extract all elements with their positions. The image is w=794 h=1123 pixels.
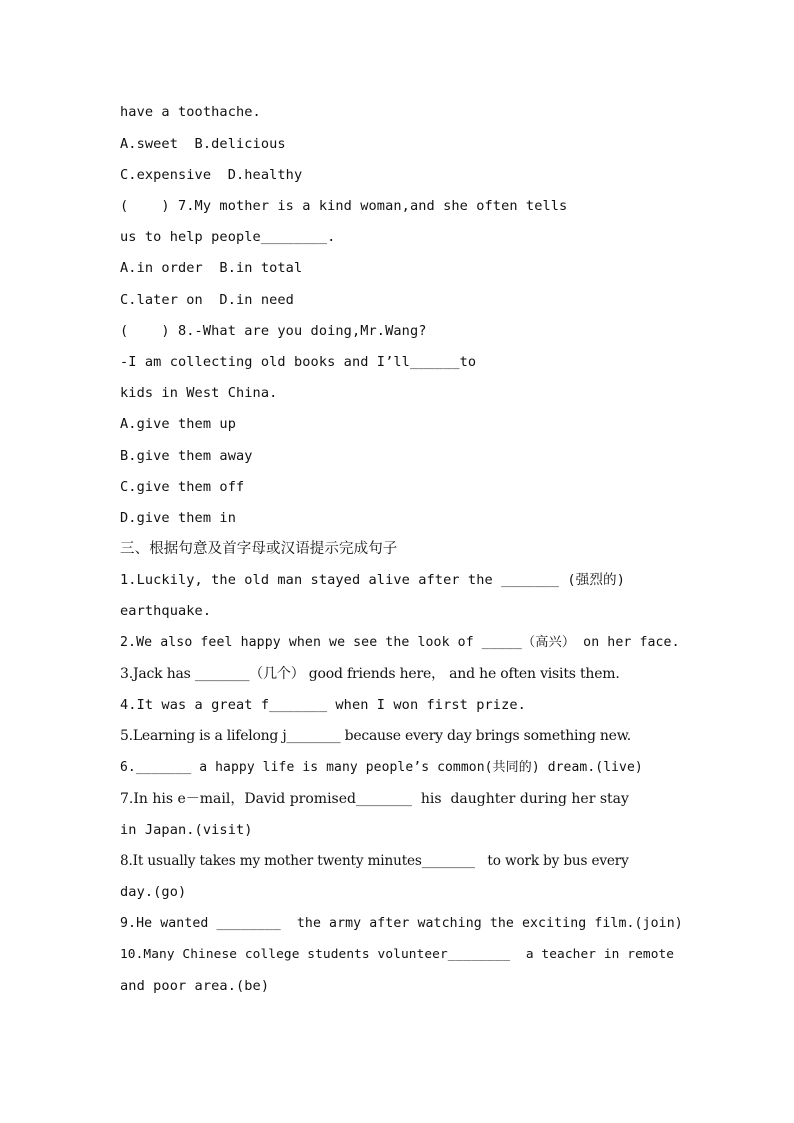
fill-1-cont: earthquake. bbox=[120, 603, 212, 619]
fill-7: 7.In his e－mail，David promised________ his daughter during her stay bbox=[120, 791, 629, 807]
fill-9: 9.He wanted ________ the army after watching the exciting film.(join) bbox=[120, 916, 683, 931]
q8-stem: ( ) 8.-What are you doing,Mr.Wang? bbox=[120, 323, 427, 339]
q7-stem-cont: us to help people________. bbox=[120, 229, 336, 245]
q8-option-a: A.give them up bbox=[120, 416, 236, 432]
fill-8-cont: day.(go) bbox=[120, 884, 187, 900]
q8-option-c: C.give them off bbox=[120, 479, 245, 495]
q8-option-b: B.give them away bbox=[120, 448, 253, 464]
fill-2: 2.We also feel happy when we see the look of _____（高兴） on her face. bbox=[120, 635, 680, 650]
q6-line-end: have a toothache. bbox=[120, 104, 261, 120]
fill-5: 5.Learning is a lifelong j________ because every day brings something new. bbox=[120, 728, 631, 744]
fill-10: 10.Many Chinese college students volunteer________ a teacher in remote bbox=[120, 947, 675, 962]
q7-options-cd: C.later on D.in need bbox=[120, 292, 294, 308]
q8-option-d: D.give them in bbox=[120, 510, 236, 526]
q7-options-ab: A.in order B.in total bbox=[120, 260, 303, 276]
fill-10-cont: and poor area.(be) bbox=[120, 978, 270, 994]
fill-8: 8.It usually takes my mother twenty minutes________ to work by bus every bbox=[120, 853, 629, 869]
q8-answer-cont: kids in West China. bbox=[120, 385, 278, 401]
fill-6: 6._______ a happy life is many people’s common(共同的) dream.(live) bbox=[120, 760, 643, 775]
q7-stem: ( ) 7.My mother is a kind woman,and she often tells bbox=[120, 198, 568, 214]
fill-4: 4.It was a great f_______ when I won first prize. bbox=[120, 697, 526, 713]
section-three-heading: 三、根据句意及首字母或汉语提示完成句子 bbox=[120, 541, 398, 557]
fill-1: 1.Luckily, the old man stayed alive after the _______ (强烈的) bbox=[120, 572, 625, 588]
q8-answer: -I am collecting old books and I’ll______to bbox=[120, 354, 477, 370]
fill-3: 3.Jack has ________（几个） good friends here， and he often visits them. bbox=[120, 666, 620, 682]
fill-7-cont: in Japan.(visit) bbox=[120, 822, 253, 838]
q6-options-cd: C.expensive D.healthy bbox=[120, 167, 303, 183]
q6-options-ab: A.sweet B.delicious bbox=[120, 136, 286, 152]
